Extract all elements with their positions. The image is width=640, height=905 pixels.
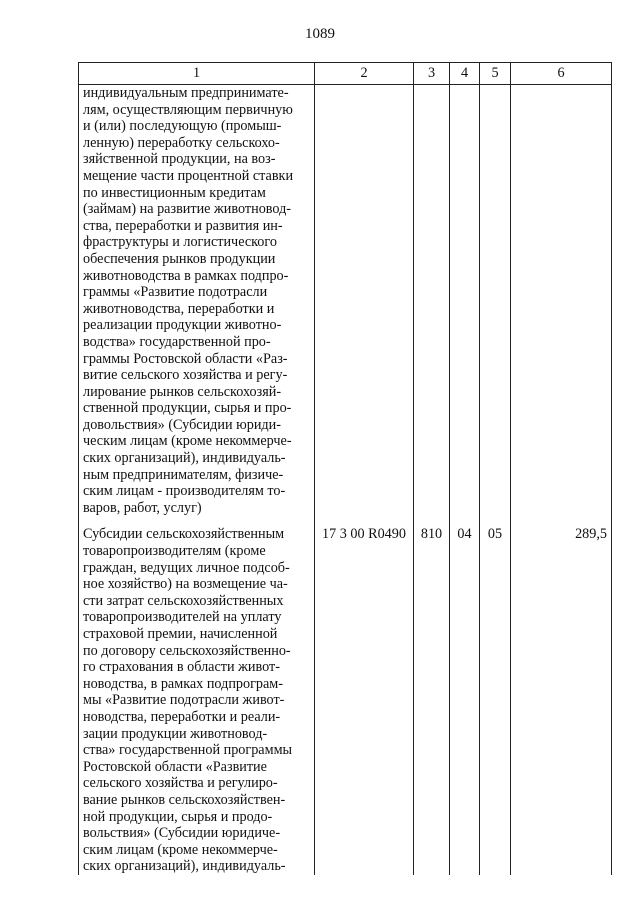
name-line: Субсидии сельскохозяйственным: [83, 526, 285, 543]
name-line: по инвестиционным кредитам: [83, 184, 266, 201]
column-header-5: 5: [480, 63, 511, 85]
name-line: мещение части процентной ставки: [83, 167, 294, 184]
target-article-code: [315, 85, 414, 517]
column-header-1: 1: [79, 63, 315, 85]
column-header-6: 6: [511, 63, 612, 85]
row-name-cell: [79, 85, 315, 517]
name-line: фраструктуры и логистического: [83, 234, 277, 251]
name-line: обеспечения рынков продукции: [83, 250, 276, 267]
name-line: товаропроизводителям (кроме: [83, 543, 266, 560]
page-number: 1089: [305, 26, 335, 42]
name-line: ским лицам - производителям то-: [83, 483, 286, 500]
name-line: сельского хозяйства и регулиро-: [83, 775, 278, 792]
amount-value: [511, 85, 612, 517]
name-line: ских организаций), индивидуаль-: [83, 858, 286, 875]
name-line: товаропроизводителей на уплату: [83, 609, 282, 626]
name-line: ства» государственной программы: [83, 742, 293, 759]
name-line: витие сельского хозяйства и регу-: [83, 367, 288, 384]
name-line: граммы «Развитие подотрасли: [83, 284, 268, 301]
target-article-code: 17 3 00 R0490: [315, 516, 414, 874]
name-line: сти затрат сельскохозяйственных: [83, 592, 284, 609]
name-line: ческим лицам (кроме некоммерче-: [83, 433, 292, 450]
table-row: [79, 516, 612, 874]
name-line: зации продукции животновод-: [83, 725, 268, 742]
name-line: водства» государственной про-: [83, 333, 271, 350]
table-header-row: [79, 63, 612, 85]
row-name-cell: [79, 516, 315, 874]
name-line: Ростовской области «Развитие: [83, 758, 267, 775]
name-line: животноводства, переработки и: [83, 300, 275, 317]
name-line: ной продукции, сырья и продо-: [83, 808, 273, 825]
section-code: [450, 85, 480, 517]
amount-value: 289,5: [511, 516, 612, 874]
name-line: граждан, ведущих личное подсоб-: [83, 559, 290, 576]
table-row: [79, 85, 612, 517]
subsection-code: 05: [480, 516, 511, 874]
name-line: зяйственной продукции, на воз-: [83, 151, 276, 168]
name-line: ских организаций), индивидуаль-: [83, 450, 286, 467]
name-line: страховой премии, начисленной: [83, 626, 278, 642]
name-line: индивидуальным предпринимате-: [83, 85, 289, 101]
name-line: го страхования в области живот-: [83, 659, 280, 676]
name-line: реализации продукции животно-: [83, 317, 282, 334]
name-line: варов, работ, услуг): [83, 499, 202, 516]
name-line: и (или) последующую (промыш-: [83, 118, 282, 135]
name-line: животноводства в рамках подпро-: [83, 267, 289, 284]
name-line: ленную) переработку сельскохо-: [83, 134, 280, 151]
name-line: ства, переработки и развития ин-: [83, 217, 283, 234]
name-line: новодства, в рамках подпрограм-: [83, 675, 284, 692]
name-line: лям, осуществляющим первичную: [83, 101, 293, 118]
column-header-2: 2: [315, 63, 414, 85]
expense-type-code: 810: [414, 516, 450, 874]
column-header-3: 3: [414, 63, 450, 85]
name-line: ским лицам (кроме некоммерче-: [83, 841, 278, 858]
name-line: по договору сельскохозяйственно-: [83, 642, 291, 659]
name-line: граммы Ростовской области «Раз-: [83, 350, 288, 367]
name-line: ное хозяйство) на возмещение ча-: [83, 576, 288, 593]
name-line: вание рынков сельскохозяйствен-: [83, 791, 286, 808]
subsection-code: [480, 85, 511, 517]
name-line: ным предпринимателям, физиче-: [83, 466, 284, 483]
column-header-4: 4: [450, 63, 480, 85]
name-line: (займам) на развитие животновод-: [83, 201, 292, 218]
name-line: ственной продукции, сырья и про-: [83, 400, 292, 417]
expense-type-code: [414, 85, 450, 517]
name-line: мы «Развитие подотрасли живот-: [83, 692, 285, 709]
budget-table: [78, 62, 612, 875]
name-line: новодства, переработки и реали-: [83, 708, 281, 725]
name-line: лирование рынков сельскохозяй-: [83, 383, 282, 400]
name-line: вольствия» (Субсидии юридиче-: [83, 825, 281, 842]
name-line: довольствия» (Субсидии юриди-: [83, 416, 281, 433]
section-code: 04: [450, 516, 480, 874]
